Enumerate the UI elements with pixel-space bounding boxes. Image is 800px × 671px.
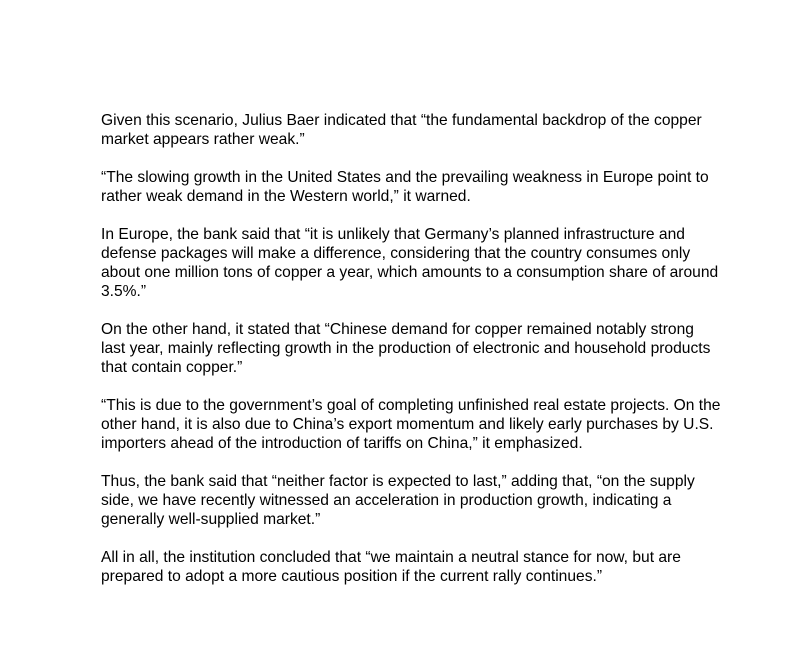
document-body [101, 111, 721, 586]
paragraph-chinese-demand: On the other hand, it stated that “Chinese demand for copper remained notably strong last year, mainly reflecting growth in the production of electronic and household products that contain copper.” [101, 321, 711, 376]
paragraph-europe-germany: In Europe, the bank said that “it is unlikely that Germany’s planned infrastructure and defense packages will make a difference, considering that the country consumes only about one million tons of copper a year, which amounts to a consumption share of around 3.5%.” [101, 226, 719, 300]
paragraph-conclusion: All in all, the institution concluded that “we maintain a neutral stance for now, but are prepared to adopt a more cautious position if the current rally continues.” [101, 549, 681, 585]
paragraph-julius-baer-scenario: Given this scenario, Julius Baer indicated that “the fundamental backdrop of the copper market appears rather weak.” [101, 112, 702, 148]
paragraph-china-factors: “This is due to the government’s goal of completing unfinished real estate projects. On the other hand, it is also due to China’s export momentum and likely early purchases by U.S. importers ahead of the introduction of tariffs on China,” it emphasized. [101, 397, 721, 452]
paragraph-western-demand: “The slowing growth in the United States and the prevailing weakness in Europe point to rather weak demand in the Western world,” it warned. [101, 169, 709, 205]
paragraph-supply-side: Thus, the bank said that “neither factor is expected to last,” adding that, “on the supply side, we have recently witnessed an acceleration in production growth, indicating a generally well-supplied market.” [101, 473, 695, 528]
